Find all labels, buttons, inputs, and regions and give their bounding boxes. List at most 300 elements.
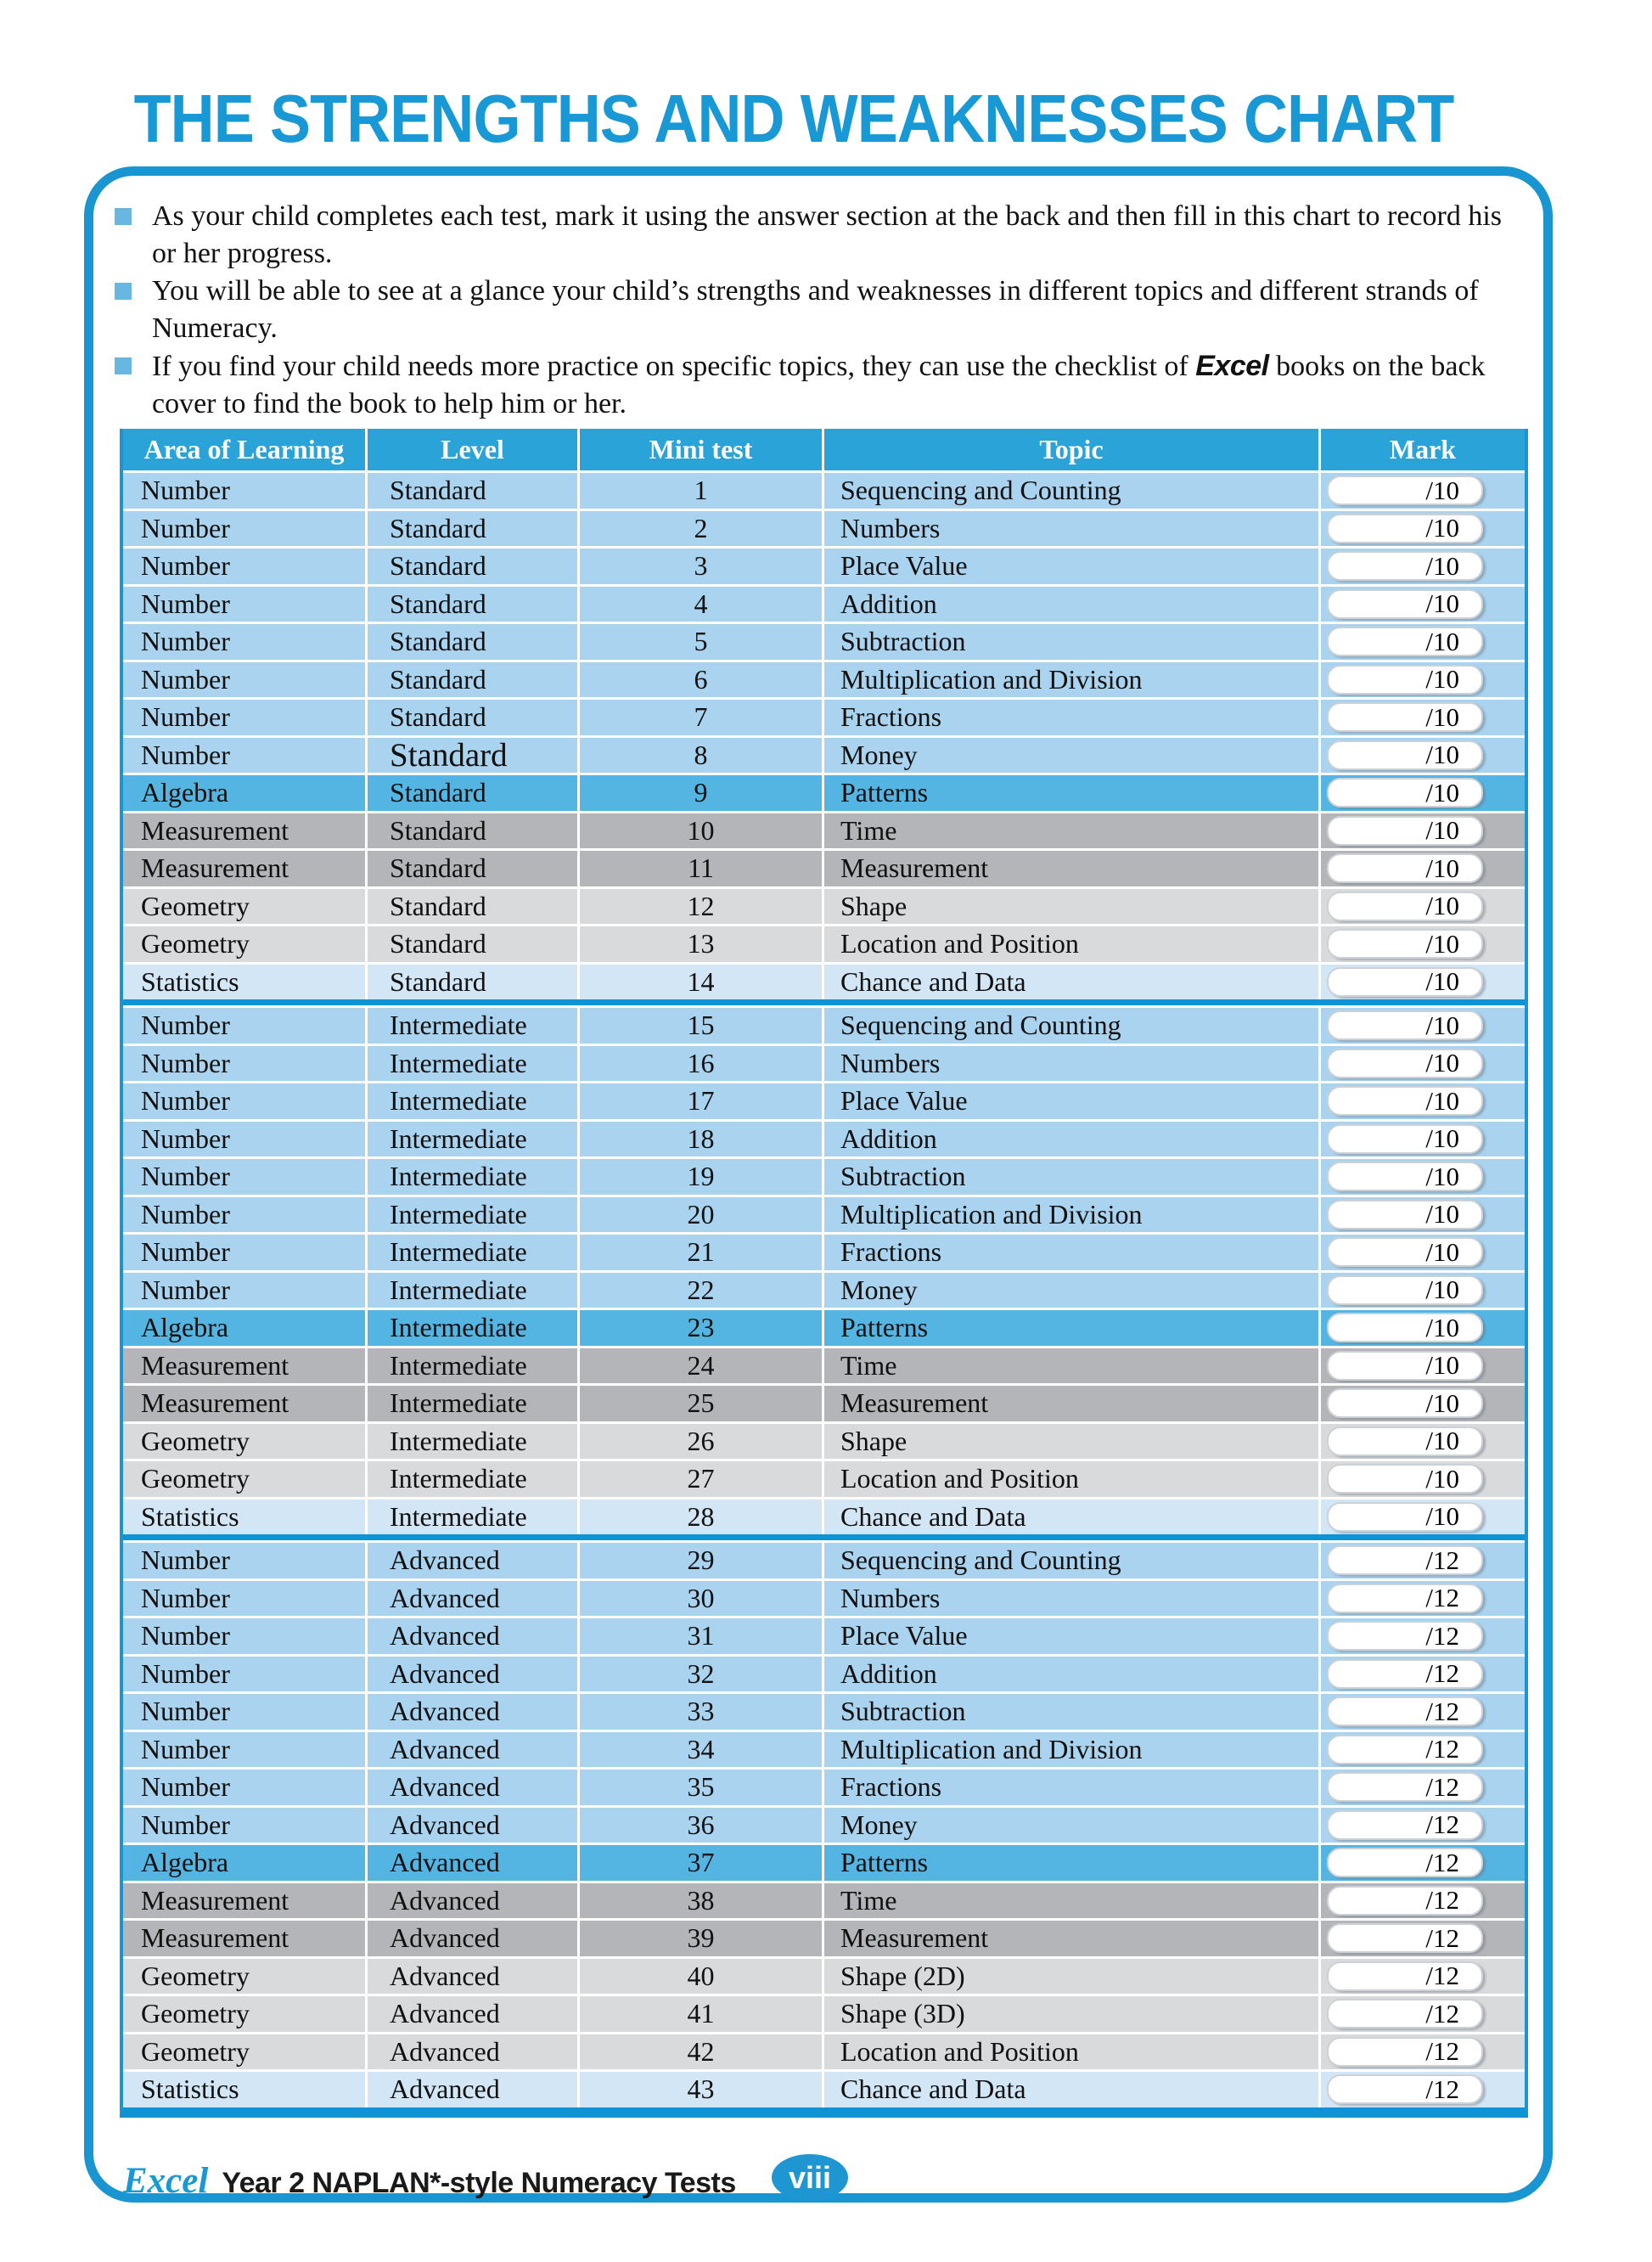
cell-mark [1321,624,1525,660]
cell-level: Intermediate [368,1122,580,1157]
cell-level: Standard [368,700,580,735]
cell-mini-test-number: 36 [580,1808,824,1843]
cell-topic: Location and Position [824,2034,1321,2070]
header-cell-area-of-learning: Area of Learning [123,429,368,470]
cell-level: Advanced [368,1770,580,1805]
cell-mini-test-number: 1 [580,473,824,509]
cell-mini-test-number: 43 [580,2072,824,2107]
cell-topic: Measurement [824,851,1321,886]
table-row [123,1346,1525,1384]
table-row [123,1119,1525,1157]
page-number: viii [788,2159,832,2195]
cell-topic: Place Value [824,1618,1321,1654]
cell-area-of-learning: Geometry [123,2034,368,2070]
cell-level: Advanced [368,2072,580,2107]
mark-fill-in-pill [1327,929,1483,959]
table-row [123,924,1525,962]
mark-fill-in-pill [1327,1772,1483,1802]
bullet-text [152,273,1505,347]
cell-area-of-learning: Number [123,1618,368,1654]
mark-denominator: /12 [1425,1922,1459,1953]
header-cell-topic: Topic [824,429,1321,470]
bullet-item [115,198,1505,273]
table-row [123,962,1525,1000]
header-cell-mini-test: Mini test [580,429,824,470]
table-rows [123,470,1525,2107]
table-row [123,1956,1525,1995]
cell-topic: Location and Position [824,1461,1321,1497]
cell-level: Intermediate [368,1461,580,1497]
cell-topic: Patterns [824,1845,1321,1881]
cell-mini-test-number: 18 [580,1122,824,1157]
cell-mini-test-number: 40 [580,1959,824,1995]
cell-area-of-learning: Number [123,1197,368,1233]
cell-level: Intermediate [368,1424,580,1460]
table-row [123,1691,1525,1730]
cell-topic: Fractions [824,1770,1321,1805]
cell-topic: Numbers [824,1581,1321,1617]
cell-topic: Addition [824,1657,1321,1692]
mark-denominator: /10 [1425,626,1459,656]
cell-topic: Shape [824,1424,1321,1460]
mark-fill-in-pill [1327,1545,1483,1575]
table-row [123,848,1525,886]
header-cell-level: Level [368,429,580,470]
mark-denominator: /10 [1425,1274,1459,1305]
section-divider [123,1534,1525,1540]
cell-level: Standard [368,813,580,849]
table-row [123,546,1525,584]
cell-area-of-learning: Number [123,473,368,509]
mark-fill-in-pill [1327,702,1483,732]
cell-mark [1321,738,1525,774]
bullet-square-icon [115,208,132,225]
mark-denominator: /12 [1425,1998,1459,2028]
cell-mark [1321,549,1525,584]
cell-mini-test-number: 10 [580,813,824,849]
cell-topic: Patterns [824,1310,1321,1346]
cell-mark [1321,700,1525,735]
mark-denominator: /10 [1425,852,1459,883]
cell-level: Intermediate [368,1046,580,1082]
cell-mark [1321,1083,1525,1119]
cell-level: Intermediate [368,1500,580,1535]
table-row [123,2032,1525,2070]
cell-topic: Addition [824,587,1321,622]
cell-topic: Sequencing and Counting [824,473,1321,509]
cell-level: Standard [368,549,580,584]
table-row [123,1383,1525,1421]
cell-mini-test-number: 4 [580,587,824,622]
footer-book-title: Year 2 NAPLAN*-style Numeracy Tests [222,2167,736,2199]
cell-level: Intermediate [368,1273,580,1308]
cell-mini-test-number: 24 [580,1348,824,1384]
cell-mark [1321,851,1525,886]
mark-fill-in-pill [1327,589,1483,619]
table-row [123,509,1525,547]
cell-mark [1321,1694,1525,1730]
cell-topic: Fractions [824,700,1321,735]
table-row [123,1232,1525,1270]
table-row [123,697,1525,735]
mark-fill-in-pill [1327,475,1483,505]
cell-level: Advanced [368,1808,580,1843]
cell-mini-test-number: 38 [580,1883,824,1919]
cell-mark [1321,1122,1525,1157]
cell-mark [1321,1348,1525,1384]
mark-fill-in-pill [1327,778,1483,807]
mark-denominator: /10 [1425,928,1459,959]
mark-fill-in-pill [1327,514,1483,543]
cell-level: Advanced [368,1694,580,1730]
cell-area-of-learning: Measurement [123,1883,368,1919]
bullet-item [115,273,1505,347]
bullet-text-part: You will be able to see at a glance your child’s strengths and weaknesses in different topics and different strands of Numeracy. [152,275,1479,344]
cell-area-of-learning: Measurement [123,1921,368,1956]
table-row [123,886,1525,925]
cell-topic: Shape (2D) [824,1959,1321,1995]
cell-level: Standard [368,624,580,660]
mark-fill-in-pill [1327,1388,1483,1418]
cell-topic: Numbers [824,1046,1321,1082]
cell-level: Advanced [368,1618,580,1654]
cell-mini-test-number: 20 [580,1197,824,1233]
cell-area-of-learning: Number [123,587,368,622]
cell-topic: Multiplication and Division [824,1732,1321,1768]
cell-area-of-learning: Algebra [123,775,368,811]
cell-level: Intermediate [368,1159,580,1195]
cell-mark [1321,1197,1525,1233]
cell-level: Advanced [368,1581,580,1617]
excel-brand-inline: Excel [1195,350,1269,382]
mark-fill-in-pill [1327,1010,1483,1040]
cell-mark [1321,1921,1525,1956]
cell-area-of-learning: Geometry [123,1959,368,1995]
table-header-row [123,429,1525,470]
mark-fill-in-pill [1327,1464,1483,1494]
cell-mark [1321,1461,1525,1497]
cell-mini-test-number: 6 [580,662,824,698]
mark-denominator: /10 [1425,1387,1459,1418]
mark-fill-in-pill [1327,1086,1483,1116]
bullet-item [115,347,1505,423]
mark-denominator: /12 [1425,2036,1459,2067]
cell-area-of-learning: Number [123,511,368,547]
cell-area-of-learning: Number [123,1732,368,1768]
mark-fill-in-pill [1327,1124,1483,1154]
mark-denominator: /10 [1425,1199,1459,1229]
cell-area-of-learning: Number [123,1543,368,1578]
mark-denominator: /12 [1425,1771,1459,1802]
cell-mark [1321,1273,1525,1308]
cell-area-of-learning: Statistics [123,1500,368,1535]
cell-mini-test-number: 15 [580,1008,824,1044]
cell-topic: Subtraction [824,1159,1321,1195]
cell-mark [1321,889,1525,925]
mark-denominator: /12 [1425,1809,1459,1840]
cell-level: Standard [368,775,580,811]
cell-mini-test-number: 25 [580,1386,824,1421]
cell-level: Standard [368,587,580,622]
table-row [123,622,1525,660]
table-row [123,1044,1525,1082]
cell-mini-test-number: 3 [580,549,824,584]
mark-denominator: /10 [1425,1463,1459,1494]
table-row [123,1081,1525,1119]
cell-topic: Time [824,813,1321,849]
mark-denominator: /10 [1425,588,1459,619]
cell-area-of-learning: Statistics [123,965,368,1000]
mark-denominator: /10 [1425,740,1459,770]
cell-topic: Multiplication and Division [824,1197,1321,1233]
cell-area-of-learning: Geometry [123,889,368,925]
cell-mini-test-number: 29 [580,1543,824,1578]
cell-area-of-learning: Measurement [123,851,368,886]
cell-level: Standard [368,889,580,925]
mark-denominator: /10 [1425,1236,1459,1267]
cell-topic: Money [824,1273,1321,1308]
mark-denominator: /10 [1425,1501,1459,1532]
cell-level: Intermediate [368,1386,580,1421]
cell-topic: Time [824,1883,1321,1919]
cell-mark [1321,1008,1525,1044]
cell-mark [1321,1159,1525,1195]
table-row [123,1270,1525,1308]
cell-topic: Fractions [824,1235,1321,1270]
mark-fill-in-pill [1327,1848,1483,1877]
mark-fill-in-pill [1327,1584,1483,1613]
cell-mark [1321,1046,1525,1082]
cell-area-of-learning: Measurement [123,1348,368,1384]
cell-mark [1321,1996,1525,2032]
cell-mini-test-number: 37 [580,1845,824,1881]
cell-area-of-learning: Measurement [123,813,368,849]
mark-fill-in-pill [1327,551,1483,581]
table-row [123,1918,1525,1956]
cell-area-of-learning: Geometry [123,1461,368,1497]
cell-mini-test-number: 26 [580,1424,824,1460]
cell-area-of-learning: Number [123,700,368,735]
footer [123,2163,736,2199]
mark-denominator: /12 [1425,1885,1459,1916]
mark-denominator: /10 [1425,777,1459,807]
cell-area-of-learning: Number [123,738,368,774]
table-row [123,2069,1525,2107]
table-row [123,1994,1525,2032]
cell-area-of-learning: Number [123,1122,368,1157]
mark-fill-in-pill [1327,1502,1483,1532]
mark-denominator: /10 [1425,1048,1459,1078]
mark-denominator: /10 [1425,1426,1459,1456]
cell-topic: Measurement [824,1386,1321,1421]
table-row [123,660,1525,698]
cell-area-of-learning: Geometry [123,926,368,962]
cell-mini-test-number: 34 [580,1732,824,1768]
mark-denominator: /12 [1425,1696,1459,1726]
mark-fill-in-pill [1327,1049,1483,1078]
mark-fill-in-pill [1327,1275,1483,1305]
mark-fill-in-pill [1327,816,1483,846]
mark-denominator: /10 [1425,815,1459,846]
cell-area-of-learning: Algebra [123,1845,368,1881]
table-row [123,1195,1525,1233]
cell-mini-test-number: 12 [580,889,824,925]
mark-denominator: /10 [1425,1085,1459,1116]
bullet-text [152,347,1505,423]
cell-mini-test-number: 19 [580,1159,824,1195]
mark-fill-in-pill [1327,2074,1483,2104]
mark-denominator: /10 [1425,1312,1459,1342]
cell-area-of-learning: Number [123,1159,368,1195]
cell-level: Intermediate [368,1197,580,1233]
mark-fill-in-pill [1327,1696,1483,1726]
cell-mark [1321,1883,1525,1919]
cell-level: Advanced [368,1883,580,1919]
mark-denominator: /10 [1425,701,1459,732]
cell-level: Standard [368,926,580,962]
table-row [123,584,1525,622]
cell-area-of-learning: Measurement [123,1386,368,1421]
cell-topic: Place Value [824,1083,1321,1119]
table-row [123,1421,1525,1460]
mark-fill-in-pill [1327,1923,1483,1953]
mark-fill-in-pill [1327,1735,1483,1764]
cell-topic: Multiplication and Division [824,662,1321,698]
cell-topic: Sequencing and Counting [824,1008,1321,1044]
page-title: THE STRENGTHS AND WEAKNESSES CHART [133,81,1454,156]
mark-denominator: /10 [1425,891,1459,921]
mark-denominator: /10 [1425,1123,1459,1154]
cell-level: Standard [368,851,580,886]
mark-denominator: /10 [1425,513,1459,543]
table-row [123,1843,1525,1881]
mark-denominator: /12 [1425,1961,1459,1991]
header-cell-mark: Mark [1389,434,1457,464]
mark-fill-in-pill [1327,1886,1483,1916]
cell-area-of-learning: Number [123,1770,368,1805]
cell-mini-test-number: 39 [580,1921,824,1956]
cell-area-of-learning: Number [123,1808,368,1843]
cell-mini-test-number: 2 [580,511,824,547]
cell-mini-test-number: 13 [580,926,824,962]
cell-level: Intermediate [368,1235,580,1270]
cell-area-of-learning: Number [123,1008,368,1044]
cell-level: Standard [368,662,580,698]
cell-mark [1321,1386,1525,1421]
cell-level: Advanced [368,1996,580,2032]
mark-denominator: /12 [1425,1734,1459,1764]
table-row [123,1497,1525,1535]
cell-topic: Subtraction [824,624,1321,660]
table-row [123,1616,1525,1654]
table-row [123,1156,1525,1195]
cell-topic: Sequencing and Counting [824,1543,1321,1578]
cell-level: Advanced [368,1921,580,1956]
cell-mini-test-number: 16 [580,1046,824,1082]
cell-area-of-learning: Number [123,1083,368,1119]
cell-level: Intermediate [368,1083,580,1119]
mark-denominator: /12 [1425,1847,1459,1877]
cell-mark [1321,2072,1525,2107]
mark-fill-in-pill [1327,1426,1483,1456]
cell-mark [1321,1845,1525,1881]
bullet-text-part: If you find your child needs more practice on specific topics, they can use the checklist of [152,351,1196,382]
cell-topic: Shape (3D) [824,1996,1321,2032]
cell-mini-test-number: 9 [580,775,824,811]
mark-fill-in-pill [1327,1200,1483,1229]
cell-topic: Patterns [824,775,1321,811]
mark-fill-in-pill [1327,1162,1483,1191]
cell-area-of-learning: Algebra [123,1310,368,1346]
cell-topic: Location and Position [824,926,1321,962]
mark-denominator: /10 [1425,1161,1459,1191]
cell-mark [1321,813,1525,849]
cell-level: Standard [368,511,580,547]
cell-topic: Place Value [824,549,1321,584]
cell-area-of-learning: Number [123,1273,368,1308]
cell-level: Advanced [368,1732,580,1768]
cell-mini-test-number: 42 [580,2034,824,2070]
bullet-text-part: As your child completes each test, mark it using the answer section at the back and then fill in this chart to record his or her progress. [152,200,1502,269]
cell-mark [1321,587,1525,622]
mark-denominator: /10 [1425,1350,1459,1381]
table-row [123,1730,1525,1768]
cell-mini-test-number: 33 [580,1694,824,1730]
mark-fill-in-pill [1327,627,1483,656]
cell-topic: Subtraction [824,1694,1321,1730]
cell-topic: Addition [824,1122,1321,1157]
cell-mini-test-number: 32 [580,1657,824,1692]
cell-level: Intermediate [368,1310,580,1346]
cell-mini-test-number: 31 [580,1618,824,1654]
cell-topic: Shape [824,889,1321,925]
mark-denominator: /10 [1425,475,1459,505]
cell-mark [1321,1310,1525,1346]
table-row [123,1767,1525,1805]
mark-denominator: /10 [1425,1010,1459,1040]
mark-fill-in-pill [1327,1313,1483,1342]
footer-brand-logo: Excel [123,2161,209,2201]
table-row [123,1308,1525,1346]
mark-fill-in-pill [1327,967,1483,997]
mark-denominator: /12 [1425,2074,1459,2104]
cell-topic: Chance and Data [824,1500,1321,1535]
cell-topic: Time [824,1348,1321,1384]
cell-topic: Money [824,1808,1321,1843]
page-number-badge [772,2154,848,2201]
cell-mini-test-number: 21 [580,1235,824,1270]
table-row [123,811,1525,849]
section-divider [123,999,1525,1005]
cell-area-of-learning: Number [123,1581,368,1617]
cell-topic: Numbers [824,511,1321,547]
cell-area-of-learning: Number [123,549,368,584]
cell-mini-test-number: 41 [580,1996,824,2032]
cell-mark [1321,965,1525,1000]
cell-mini-test-number: 30 [580,1581,824,1617]
cell-level: Advanced [368,1657,580,1692]
mark-denominator: /12 [1425,1620,1459,1651]
cell-mark [1321,511,1525,547]
cell-mini-test-number: 11 [580,851,824,886]
mark-fill-in-pill [1327,1659,1483,1689]
mark-fill-in-pill [1327,892,1483,921]
cell-topic: Chance and Data [824,965,1321,1000]
table-row [123,1005,1525,1044]
cell-mark [1321,775,1525,811]
cell-area-of-learning: Number [123,624,368,660]
cell-level: Advanced [368,1845,580,1881]
